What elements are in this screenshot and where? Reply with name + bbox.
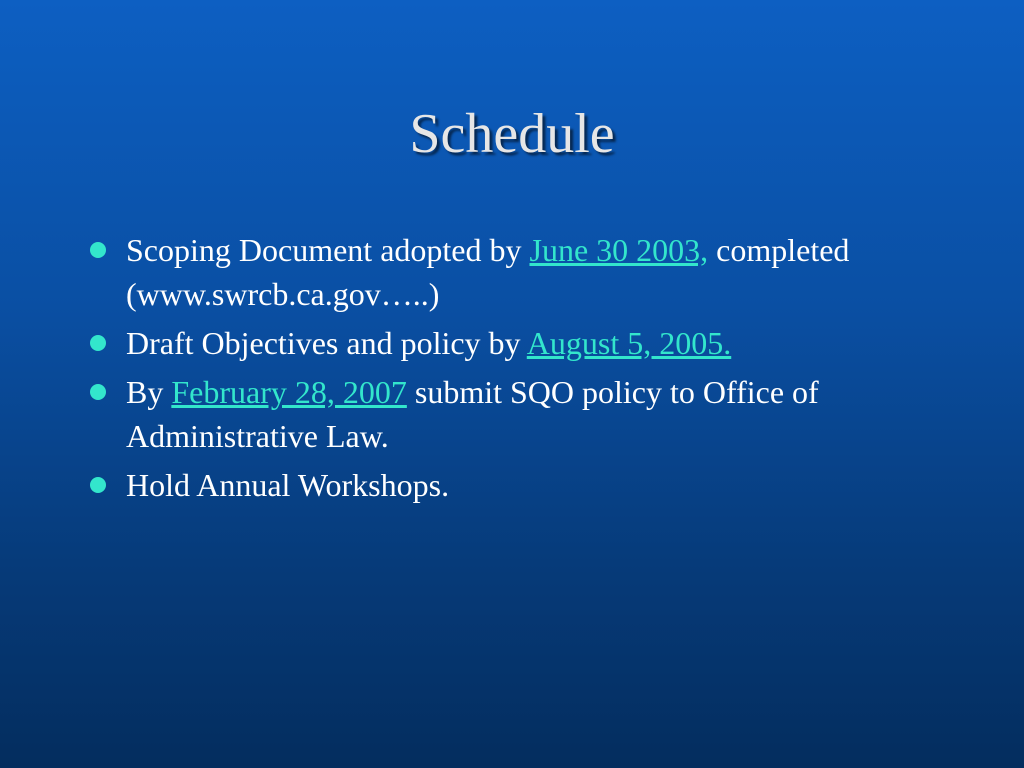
bullet-item-draft-objectives — [86, 321, 906, 365]
bullet-text-before: Draft Objectives and policy by — [126, 325, 527, 361]
bullet-item-submit-sqo-policy — [86, 370, 906, 458]
date-link-june-30-2003[interactable]: June 30 2003, — [529, 232, 709, 268]
bullet-text-before: By — [126, 374, 172, 410]
date-link-august-5-2005[interactable]: August 5, 2005. — [526, 325, 732, 361]
slide-title: Schedule — [409, 103, 615, 165]
bullet-text-before: Scoping Document adopted by — [126, 232, 530, 268]
bullet-text-after: completed (www.swrcb.ca.gov…..) — [126, 232, 850, 312]
bullet-text-after: submit SQO policy to Office of Administrative Law. — [126, 374, 819, 454]
round-bullet-icon — [90, 335, 106, 351]
round-bullet-icon — [90, 242, 106, 258]
bullet-item-annual-workshops — [86, 463, 906, 507]
date-link-february-28-2007[interactable]: February 28, 2007 — [171, 374, 407, 410]
bullet-text-before: Hold Annual Workshops. — [126, 467, 450, 503]
bullet-list — [86, 228, 906, 512]
round-bullet-icon — [90, 384, 106, 400]
round-bullet-icon — [90, 477, 106, 493]
bullet-item-scoping-document — [86, 228, 906, 316]
